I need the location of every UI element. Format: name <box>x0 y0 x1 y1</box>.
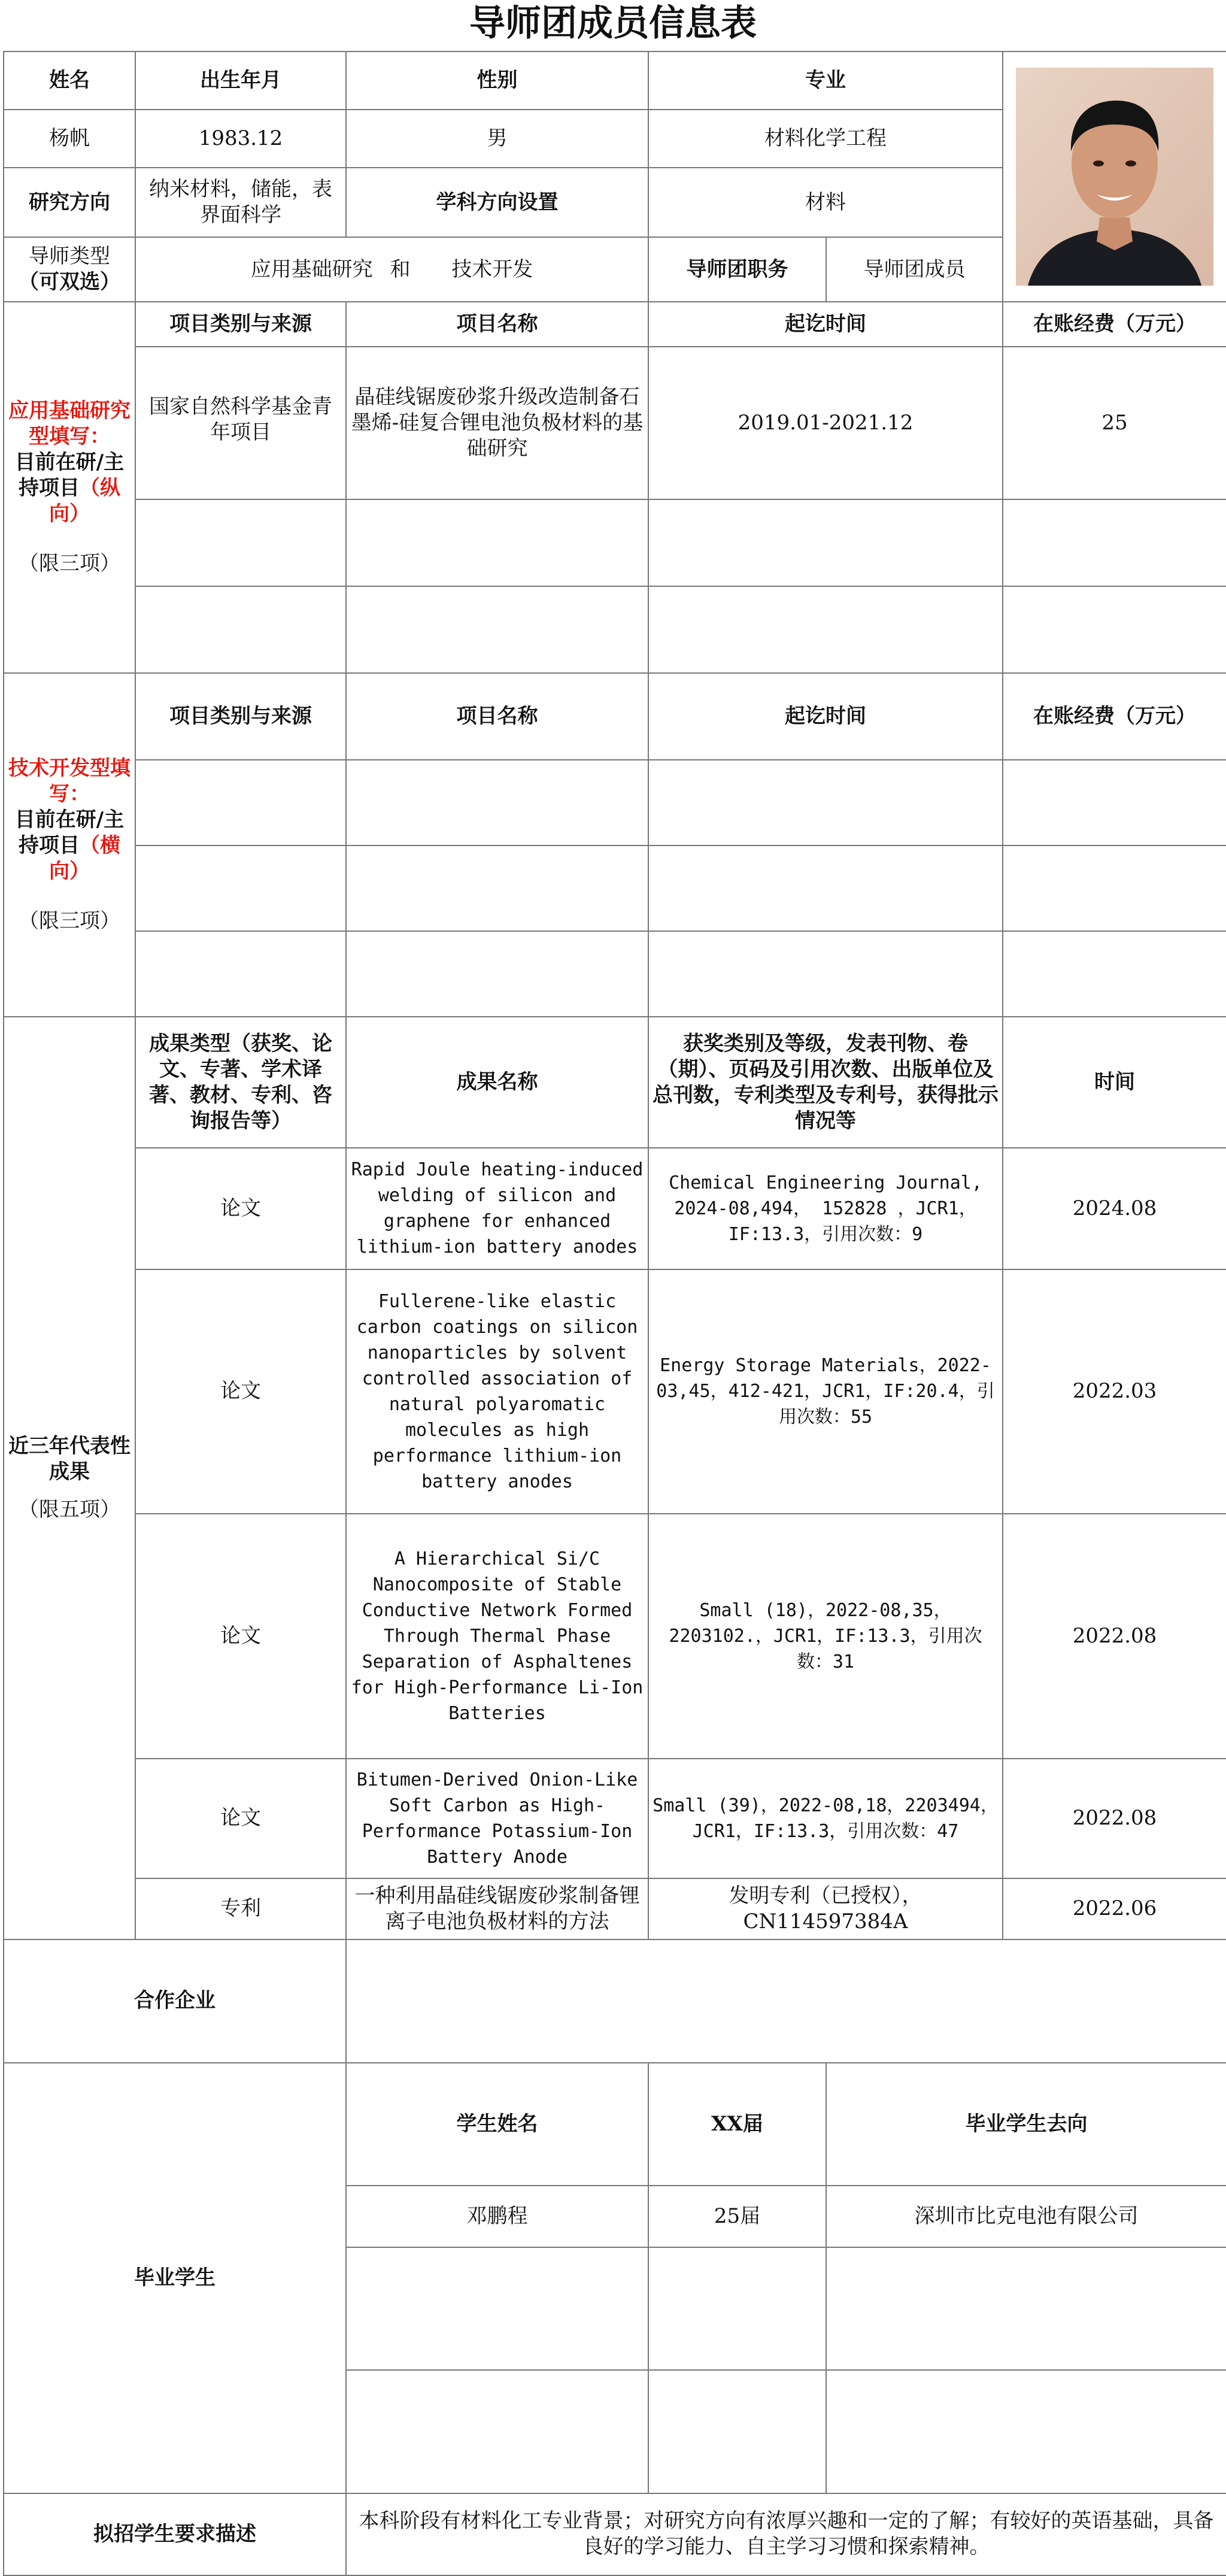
gender-value: 男 <box>346 110 648 168</box>
research-value: 纳米材料，储能，表界面科学 <box>135 168 346 237</box>
tech-row1-name <box>346 760 648 845</box>
basic-row2-name <box>346 499 648 586</box>
ach-row5-time: 2022.06 <box>1003 1878 1226 1939</box>
ach-row4-type: 论文 <box>135 1759 346 1878</box>
basic-row1-source: 国家自然科学基金青年项目 <box>135 347 346 499</box>
ach-row4-time: 2022.08 <box>1003 1759 1226 1878</box>
tech-row1-fund <box>1003 760 1226 845</box>
tech-projects-side-label <box>4 673 135 1017</box>
ach-row5-detail: 发明专利（已授权），CN114597384A <box>648 1878 1003 1939</box>
ach-row5-name: 一种利用晶硅线锯废砂浆制备锂离子电池负极材料的方法 <box>346 1878 648 1939</box>
basic-side-line2 <box>8 450 131 527</box>
basic-projects-side-label <box>4 302 135 673</box>
tech-row3-source <box>135 931 346 1017</box>
basic-header-source: 项目类别与来源 <box>135 302 346 347</box>
research-label: 研究方向 <box>4 168 135 237</box>
ach-row3-time: 2022.08 <box>1003 1514 1226 1758</box>
grad-row2-year <box>648 2247 826 2370</box>
basic-row3-name <box>346 586 648 673</box>
birth-label: 出生年月 <box>135 51 346 110</box>
basic-row3-source <box>135 586 346 673</box>
enterprise-value <box>346 1939 1226 2063</box>
ach-row5-type: 专利 <box>135 1878 346 1939</box>
tech-side-limit: （限三项） <box>19 909 120 934</box>
ach-header-type: 成果类型（获奖、论文、专著、学术译著、教材、专利、咨询报告等） <box>135 1017 346 1147</box>
ach-row3-name: A Hierarchical Si/C Nanocomposite of Stable Conductive Network Formed Through Thermal Phase Separation of Asphaltenes for High‐Performance Li‐Ion Batteries <box>346 1514 648 1758</box>
name-label: 姓名 <box>4 51 135 110</box>
grad-row1-name: 邓鹏程 <box>346 2186 648 2247</box>
basic-row1-fund: 25 <box>1003 347 1226 499</box>
grad-row3-name <box>346 2370 648 2493</box>
grad-row2-dest <box>826 2247 1226 2370</box>
grad-header-dest: 毕业学生去向 <box>826 2063 1226 2186</box>
tech-side-line1: 技术开发型填写： <box>8 756 131 807</box>
basic-row1-period: 2019.01-2021.12 <box>648 347 1003 499</box>
basic-header-period: 起讫时间 <box>648 302 1003 347</box>
tech-row3-period <box>648 931 1003 1017</box>
mentor-type-and: 和 <box>390 257 411 281</box>
mentor-type-label <box>4 237 135 302</box>
ach-row2-name: Fullerene-like elastic carbon coatings on silicon nanoparticles by solvent controlled association of natural polyaromatic molecules as high performance lithium-ion battery anodes <box>346 1269 648 1514</box>
ach-header-name: 成果名称 <box>346 1017 648 1147</box>
grad-row2-name <box>346 2247 648 2370</box>
tech-header-source: 项目类别与来源 <box>135 673 346 760</box>
tech-row2-source <box>135 845 346 931</box>
tech-header-period: 起讫时间 <box>648 673 1003 760</box>
ach-row1-type: 论文 <box>135 1148 346 1269</box>
info-table <box>3 51 1226 2576</box>
tech-row2-period <box>648 845 1003 931</box>
basic-row1-name: 晶硅线锯废砂浆升级改造制备石墨烯-硅复合锂电池负极材料的基础研究 <box>346 347 648 499</box>
basic-row2-fund <box>1003 499 1226 586</box>
requirements-text: 本科阶段有材料化工专业背景；对研究方向有浓厚兴趣和一定的了解；有较好的英语基础，具备良好的学习能力、自主学习习惯和探索精神。 <box>346 2493 1226 2575</box>
tech-row1-source <box>135 760 346 845</box>
duty-label: 导师团职务 <box>648 237 826 302</box>
basic-side-text: 目前在研/主持项目 <box>14 450 125 501</box>
basic-side-limit: （限三项） <box>19 551 120 576</box>
basic-header-name: 项目名称 <box>346 302 648 347</box>
grad-row1-dest: 深圳市比克电池有限公司 <box>826 2186 1226 2247</box>
mentor-type-label-line1: 导师类型 <box>29 244 110 269</box>
ach-header-detail: 获奖类别及等级，发表刊物、卷（期）、页码及引用次数、出版单位及总刊数，专利类型及专利号，获得批示情况等 <box>648 1017 1003 1147</box>
discipline-value: 材料 <box>648 168 1003 237</box>
grad-row1-year: 25届 <box>648 2186 826 2247</box>
achievements-side-label <box>4 1017 135 1939</box>
ach-header-time: 时间 <box>1003 1017 1226 1147</box>
ach-row3-type: 论文 <box>135 1514 346 1758</box>
tech-row3-fund <box>1003 931 1226 1017</box>
basic-header-fund: 在账经费（万元） <box>1003 302 1226 347</box>
portrait-photo-icon <box>1016 68 1213 286</box>
tech-row2-name <box>346 845 648 931</box>
page-title: 导师团成员信息表 <box>469 2 757 44</box>
mentor-type-tech: 技术开发 <box>451 257 533 281</box>
basic-row2-period <box>648 499 1003 586</box>
mentor-type-label-line2: （可双选） <box>19 270 120 295</box>
ach-row3-detail: Small (18)，2022-08,35，2203102.，JCR1，IF:13.3，引用次数：31 <box>648 1514 1003 1758</box>
achievements-side-title: 近三年代表性成果 <box>8 1434 131 1484</box>
ach-row4-name: Bitumen-Derived Onion-Like Soft Carbon as High-Performance Potassium-Ion Battery Anode <box>346 1759 648 1878</box>
discipline-label: 学科方向设置 <box>346 168 648 237</box>
tech-side-text: 目前在研/主持项目 <box>14 808 125 858</box>
mentor-type-value <box>135 237 648 302</box>
ach-row2-type: 论文 <box>135 1269 346 1514</box>
ach-row2-detail: Energy Storage Materials，2022-03,45，412-421，JCR1，IF:20.4，引用次数：55 <box>648 1269 1003 1514</box>
duty-value: 导师团成员 <box>826 237 1003 302</box>
grad-row3-year <box>648 2370 826 2493</box>
name-value: 杨帆 <box>4 110 135 168</box>
requirements-label: 拟招学生要求描述 <box>4 2493 346 2575</box>
tech-side-direction: （横向） <box>49 834 120 884</box>
basic-side-direction: （纵向） <box>49 476 120 526</box>
tech-side-line2 <box>8 807 131 884</box>
basic-row3-fund <box>1003 586 1226 673</box>
achievements-side-limit: （限五项） <box>19 1498 120 1522</box>
basic-row3-period <box>648 586 1003 673</box>
tech-header-fund: 在账经费（万元） <box>1003 673 1226 760</box>
grad-row3-dest <box>826 2370 1226 2493</box>
ach-row1-name: Rapid Joule heating-induced welding of silicon and graphene for enhanced lithium-ion battery anodes <box>346 1148 648 1269</box>
photo-cell <box>1003 51 1226 302</box>
mentor-type-basic: 应用基础研究 <box>250 257 373 281</box>
basic-row2-source <box>135 499 346 586</box>
grad-header-name: 学生姓名 <box>346 2063 648 2186</box>
graduates-label: 毕业学生 <box>4 2063 346 2493</box>
grad-header-year: XX届 <box>648 2063 826 2186</box>
tech-row2-fund <box>1003 845 1226 931</box>
enterprise-label: 合作企业 <box>4 1939 346 2063</box>
gender-label: 性别 <box>346 51 648 110</box>
basic-side-line1: 应用基础研究型填写： <box>8 399 131 449</box>
ach-row2-time: 2022.03 <box>1003 1269 1226 1514</box>
major-value: 材料化学工程 <box>648 110 1003 168</box>
tech-row3-name <box>346 931 648 1017</box>
ach-row4-detail: Small (39)，2022-08,18，2203494，JCR1，IF:13.3，引用次数：47 <box>648 1759 1003 1878</box>
ach-row1-detail: Chemical Engineering Journal, 2024-08,494， 152828 ，JCR1，IF:13.3，引用次数：9 <box>648 1148 1003 1269</box>
ach-row1-time: 2024.08 <box>1003 1148 1226 1269</box>
birth-value: 1983.12 <box>135 110 346 168</box>
tech-header-name: 项目名称 <box>346 673 648 760</box>
major-label: 专业 <box>648 51 1003 110</box>
tech-row1-period <box>648 760 1003 845</box>
